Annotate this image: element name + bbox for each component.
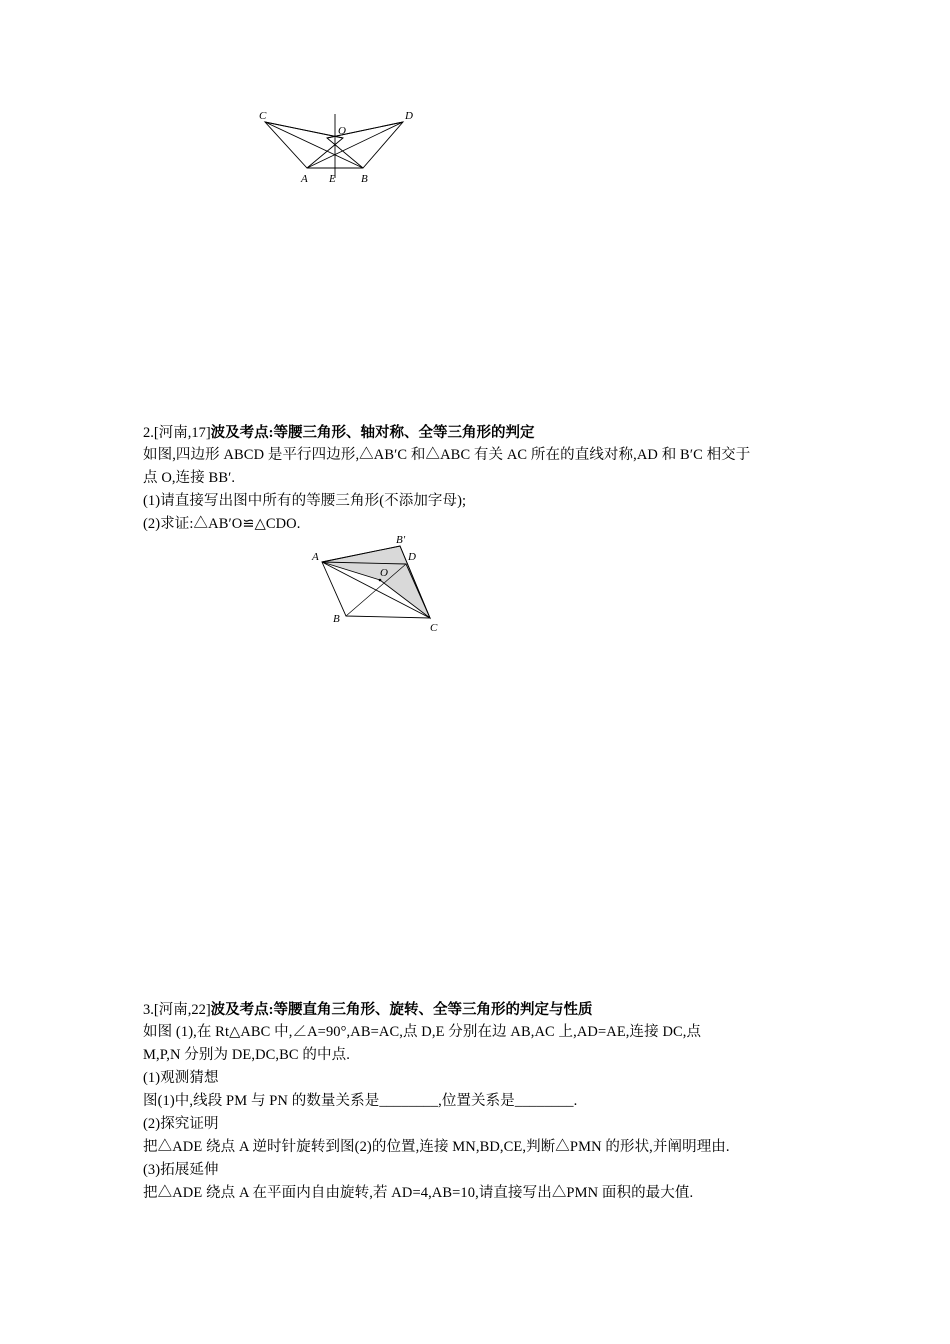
problem-2-number: 2. xyxy=(143,425,154,441)
figure-top xyxy=(255,110,455,200)
figure2-label-A: A xyxy=(312,551,319,563)
figure-top-label-E: E xyxy=(329,173,336,185)
figure2-label-Bprime: B′ xyxy=(396,536,406,546)
problem-2-line-2: 点 O,连接 BB′. xyxy=(143,470,236,486)
problem-2-source: [河南,17] xyxy=(153,425,211,441)
problem-3-source: [河南,22] xyxy=(153,1002,211,1018)
figure-top-label-A: A xyxy=(301,173,308,185)
problem-3-number: 3. xyxy=(143,1002,154,1018)
problem-3-line-1: 如图 (1),在 Rt△ABC 中,∠A=90°,AB=AC,点 D,E 分别在边 AB,AC 上,AD=AE,连接 DC,点 xyxy=(143,1024,702,1040)
problem-2-line-4: (2)求证:△AB′O≌△CDO. xyxy=(143,516,301,532)
figure-top-label-B: B xyxy=(361,173,368,185)
figure2-label-B: B xyxy=(333,613,340,625)
figure2-label-D: D xyxy=(408,551,416,563)
problem-3-head-points: 等腰直角三角形、旋转、全等三角形的判定与性质 xyxy=(273,1002,593,1018)
problem-3 xyxy=(143,1000,808,1205)
figure2-label-O: O xyxy=(380,567,388,579)
problem-2-heading xyxy=(143,423,808,444)
problem-3-line-4: 图(1)中,线段 PM 与 PN 的数量关系是________,位置关系是________. xyxy=(143,1093,578,1109)
figure2-label-C: C xyxy=(430,622,438,634)
problem-2-head-points: 等腰三角形、轴对称、全等三角形的判定 xyxy=(273,425,535,441)
problem-3-head-label: 波及考点: xyxy=(210,1002,274,1018)
problem-2-head-label: 波及考点: xyxy=(210,425,274,441)
figure-top-label-D: D xyxy=(405,110,413,122)
problem-3-line-3: (1)观测猜想 xyxy=(143,1070,219,1086)
problem-3-line-7: (3)拓展延伸 xyxy=(143,1162,219,1178)
problem-3-heading xyxy=(143,1000,808,1021)
problem-2-line-1: 如图,四边形 ABCD 是平行四边形,△AB′C 和△ABC 有关 AC 所在的直线对称,AD 和 B′C 相交于 xyxy=(143,447,751,463)
problem-3-line-5: (2)探究证明 xyxy=(143,1116,219,1132)
problem-3-line-6: 把△ADE 绕点 A 逆时针旋转到图(2)的位置,连接 MN,BD,CE,判断△PMN 的形状,并阐明理由. xyxy=(143,1139,730,1155)
problem-2 xyxy=(143,423,808,636)
problem-2-line-3: (1)请直接写出图中所有的等腰三角形(不添加字母); xyxy=(143,493,467,509)
problem-3-line-8: 把△ADE 绕点 A 在平面内自由旋转,若 AD=4,AB=10,请直接写出△PMN 面积的最大值. xyxy=(143,1185,694,1201)
figure-top-label-C: C xyxy=(259,110,267,122)
figure-problem-2 xyxy=(308,536,508,636)
problem-3-line-2: M,P,N 分别为 DE,DC,BC 的中点. xyxy=(143,1047,350,1063)
problem-2-figure-wrap xyxy=(143,536,808,636)
figure-top-label-O: O xyxy=(338,125,346,137)
